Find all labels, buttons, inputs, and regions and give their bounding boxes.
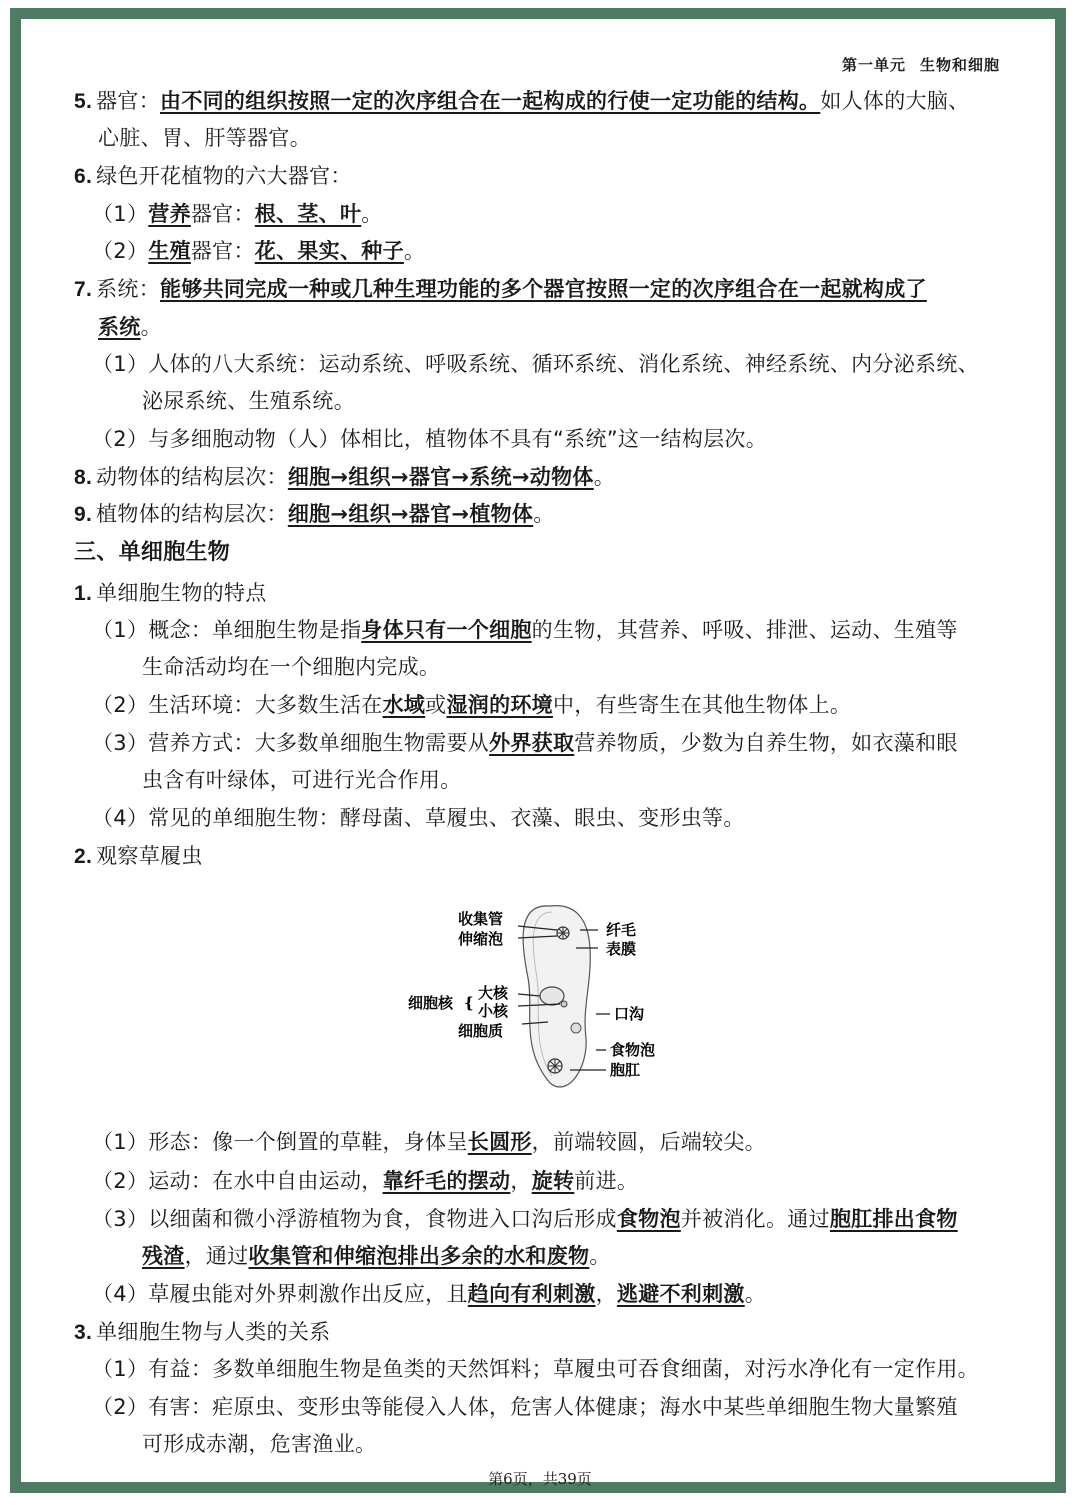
part-1-sub-1-cont: 生命活动均在一个细胞内完成。 bbox=[142, 655, 441, 679]
part-2-title: 2. 观察草履虫 bbox=[74, 844, 203, 868]
part-2-sub-1: （1）形态：像一个倒置的草鞋，身体呈长圆形，前端较圆，后端较尖。 bbox=[92, 1130, 766, 1154]
item-6: 6. 绿色开花植物的六大器官： bbox=[74, 164, 352, 188]
item-7-cont: 系统。 bbox=[98, 315, 162, 339]
section-title: 三、单细胞生物 bbox=[74, 540, 231, 565]
micronucleus bbox=[561, 1001, 567, 1007]
part-2-sub-4: （4）草履虫能对外界刺激作出反应，且趋向有利刺激，逃避不利刺激。 bbox=[92, 1282, 767, 1306]
part-3-sub-1: （1）有益：多数单细胞生物是鱼类的天然饵料；草履虫可吞食细菌，对污水净化有一定作用。 bbox=[92, 1357, 979, 1381]
part-1-title: 1. 单细胞生物的特点 bbox=[74, 581, 267, 605]
part-3-sub-2-cont: 可形成赤潮，危害渔业。 bbox=[142, 1432, 377, 1456]
item-7-sub-1: （1）人体的八大系统：运动系统、呼吸系统、循环系统、消化系统、神经系统、内分泌系统、 bbox=[92, 352, 979, 376]
label-pellicle: 表膜 bbox=[606, 940, 637, 958]
item-7-sub-1-cont: 泌尿系统、生殖系统。 bbox=[142, 389, 355, 413]
topic-label: 生物和细胞 bbox=[919, 56, 1000, 74]
item-9: 9. 植物体的结构层次：细胞→组织→器官→植物体。 bbox=[74, 502, 555, 526]
label-nucleus: 细胞核 bbox=[408, 994, 454, 1012]
label-macronucleus: 大核 bbox=[478, 984, 509, 1002]
paramecium-diagram bbox=[400, 888, 690, 1098]
label-cilia: 纤毛 bbox=[606, 921, 637, 939]
part-2-sub-3-cont: 残渣，通过收集管和伸缩泡排出多余的水和废物。 bbox=[142, 1244, 611, 1268]
part-1-sub-3: （3）营养方式：大多数单细胞生物需要从外界获取营养物质，少数为自养生物，如衣藻和眼 bbox=[92, 731, 958, 755]
label-collecting-canal: 收集管 bbox=[458, 910, 504, 928]
label-contractile-vacuole: 伸缩泡 bbox=[458, 930, 504, 948]
food-vacuole bbox=[571, 1023, 581, 1033]
label-food-vacuole: 食物泡 bbox=[610, 1041, 656, 1059]
part-2-sub-3: （3）以细菌和微小浮游植物为食，食物进入口沟后形成食物泡并被消化。通过胞肛排出食物 bbox=[92, 1207, 958, 1231]
part-1-sub-3-cont: 虫含有叶绿体，可进行光合作用。 bbox=[142, 768, 462, 792]
label-micronucleus: 小核 bbox=[478, 1002, 509, 1020]
page-header bbox=[842, 54, 1000, 75]
item-7-sub-2: （2）与多细胞动物（人）体相比，植物体不具有“系统”这一结构层次。 bbox=[92, 427, 768, 451]
page-footer: 第6页，共39页 bbox=[488, 1470, 592, 1488]
item-6-sub-1: （1）营养器官：根、茎、叶。 bbox=[92, 202, 383, 226]
item-5: 5. 器官：由不同的组织按照一定的次序组合在一起构成的行使一定功能的结构。如人体的大脑、 bbox=[74, 89, 970, 113]
label-anal-pore: 胞肛 bbox=[610, 1061, 641, 1079]
part-3-sub-2: （2）有害：疟原虫、变形虫等能侵入人体，危害人体健康；海水中某些单细胞生物大量繁殖 bbox=[92, 1395, 958, 1419]
system-definition: 能够共同完成一种或几种生理功能的多个器官按照一定的次序组合在一起就构成了 bbox=[160, 277, 927, 301]
item-5-cont: 心脏、胃、肝等器官。 bbox=[98, 126, 311, 150]
brace-glyph: { bbox=[464, 994, 474, 1012]
label-oral-groove: 口沟 bbox=[614, 1005, 645, 1023]
item-7: 7. 系统：能够共同完成一种或几种生理功能的多个器官按照一定的次序组合在一起就构成了 bbox=[74, 277, 927, 301]
macronucleus bbox=[540, 987, 564, 1005]
item-8: 8. 动物体的结构层次：细胞→组织→器官→系统→动物体。 bbox=[74, 465, 616, 489]
label-cytoplasm: 细胞质 bbox=[458, 1022, 504, 1040]
part-1-sub-1: （1）概念：单细胞生物是指身体只有一个细胞的生物，其营养、呼吸、排泄、运动、生殖等 bbox=[92, 618, 958, 642]
organ-definition: 由不同的组织按照一定的次序组合在一起构成的行使一定功能的结构。 bbox=[160, 89, 821, 113]
part-3-title: 3. 单细胞生物与人类的关系 bbox=[74, 1320, 331, 1344]
part-1-sub-2: （2）生活环境：大多数生活在水域或湿润的环境中，有些寄生在其他生物体上。 bbox=[92, 693, 852, 717]
unit-label: 第一单元 bbox=[841, 56, 906, 74]
item-6-sub-2: （2）生殖器官：花、果实、种子。 bbox=[92, 239, 426, 263]
part-2-sub-2: （2）运动：在水中自由运动，靠纤毛的摆动，旋转前进。 bbox=[92, 1169, 639, 1193]
part-1-sub-4: （4）常见的单细胞生物：酵母菌、草履虫、衣藻、眼虫、变形虫等。 bbox=[92, 806, 745, 830]
